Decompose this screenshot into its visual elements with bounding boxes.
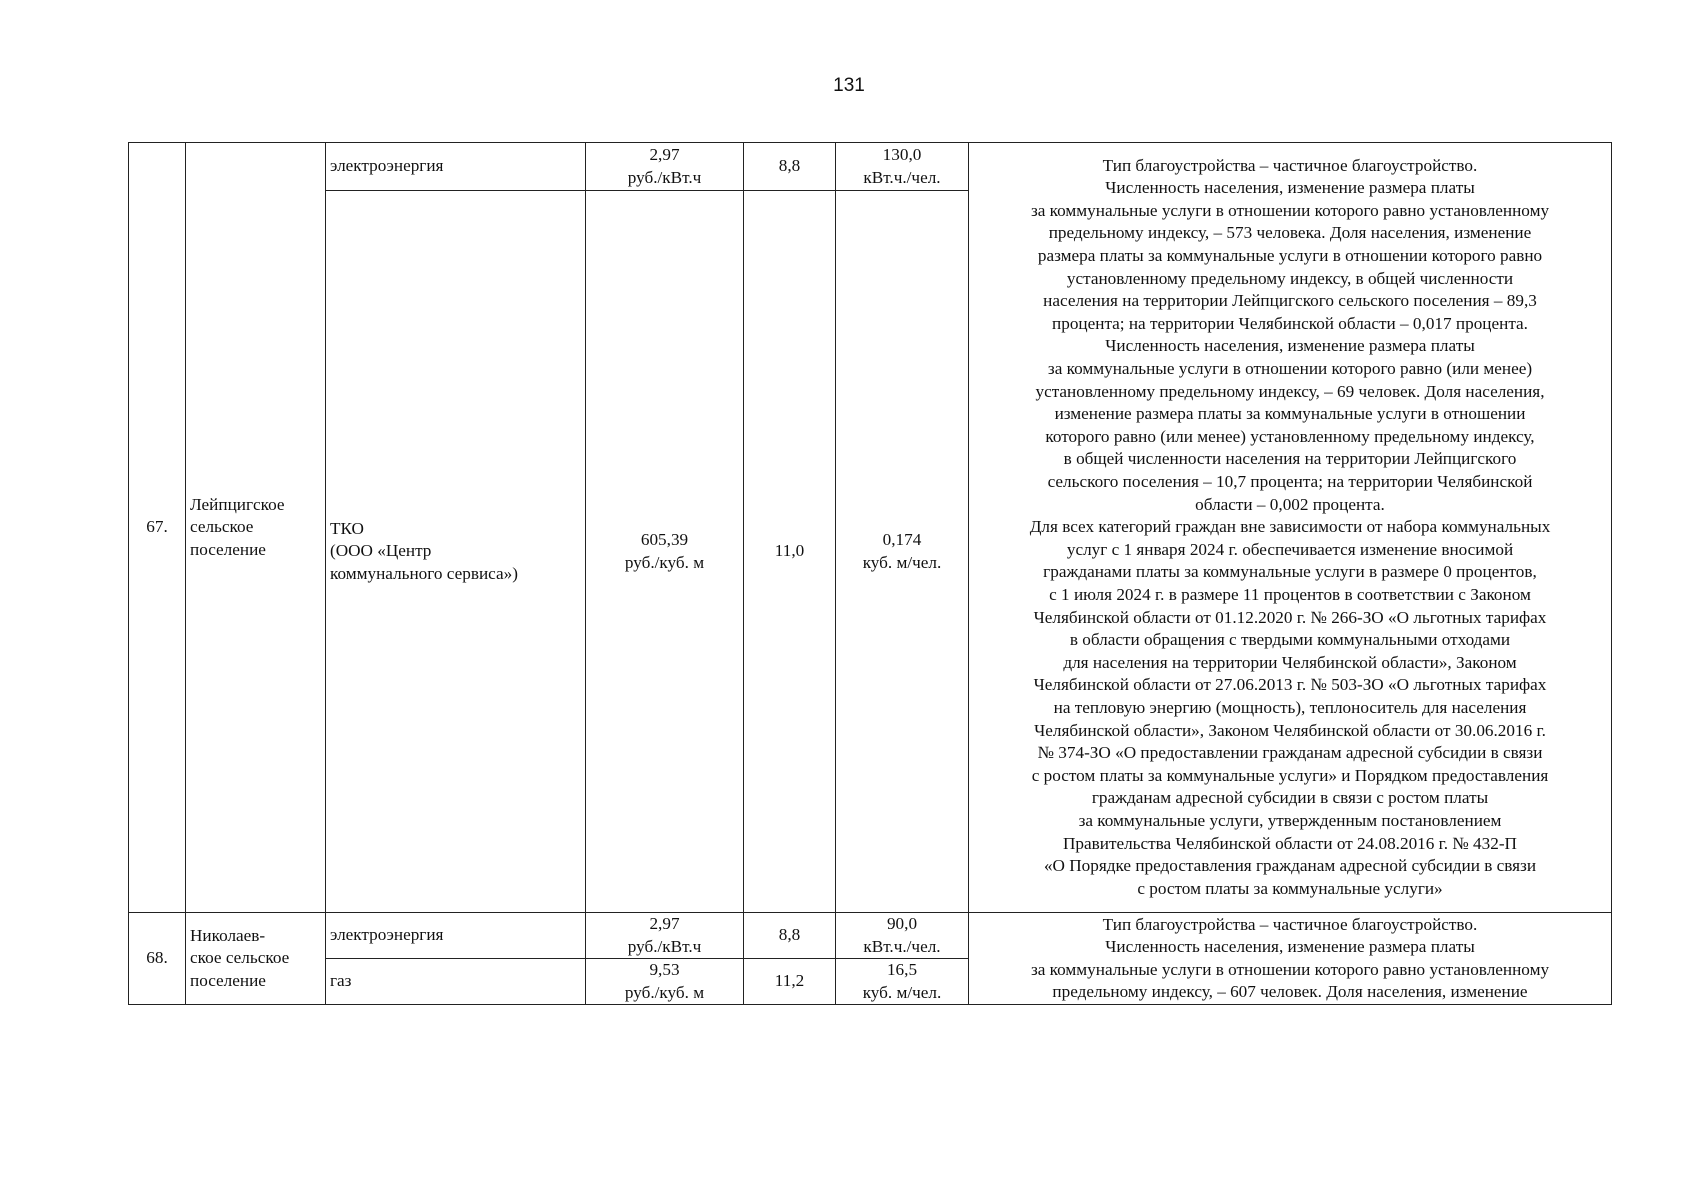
note-line: с 1 июля 2024 г. в размере 11 процентов в соответствии с Законом — [1049, 584, 1531, 604]
note-line: Челябинской области от 01.12.2020 г. № 266-ЗО «О льготных тарифах — [1033, 607, 1547, 627]
tariff-table — [128, 142, 1612, 1005]
note-line: в общей численности населения на территории Лейпцигского — [1063, 449, 1517, 469]
note-line: установленному предельному индексу, – 69 человек. Доля населения, — [1035, 381, 1545, 401]
note-line: Челябинской области», Законом Челябинской области от 30.06.2016 г. — [1034, 720, 1546, 740]
index-value: 8,8 — [744, 143, 836, 191]
note-line: гражданами платы за коммунальные услуги в размере 0 процентов, — [1043, 562, 1537, 582]
tariff-value: 9,53 руб./куб. м — [586, 959, 744, 1005]
note-line: № 374-ЗО «О предоставлении гражданам адресной субсидии в связи — [1037, 743, 1543, 763]
note-line: Тип благоустройства – частичное благоустройство. — [1102, 914, 1478, 934]
page-number: 131 — [833, 75, 865, 96]
table-row — [129, 913, 1612, 959]
note-line: за коммунальные услуги в отношении которого равно (или менее) — [1047, 359, 1533, 379]
note-line: Численность населения, изменение размера платы — [1105, 336, 1475, 356]
note-line: Для всех категорий граждан вне зависимости от набора коммунальных — [1029, 517, 1551, 537]
note-line: области – 0,002 процента. — [1195, 494, 1385, 514]
table-row — [129, 143, 1612, 191]
norm-value: 16,5 куб. м/чел. — [836, 959, 969, 1005]
note-line: в области обращения с твердыми коммунальными отходами — [1069, 630, 1511, 650]
norm-value: 130,0 кВт.ч./чел. — [836, 143, 969, 191]
note-line: Численность населения, изменение размера платы — [1105, 937, 1475, 957]
note-line: «О Порядке предоставления гражданам адресной субсидии в связи — [1043, 856, 1537, 876]
note-line: процента; на территории Челябинской области – 0,017 процента. — [1052, 313, 1528, 333]
note-line: сельского поселения – 10,7 процента; на территории Челябинской — [1047, 472, 1533, 492]
note-line: населения на территории Лейпцигского сельского поселения – 89,3 — [1043, 291, 1537, 311]
note-line: размера платы за коммунальные услуги в отношении которого равно — [1037, 246, 1543, 266]
note-line: с ростом платы за коммунальные услуги» и Порядком предоставления — [1031, 765, 1549, 785]
service-name: ТКО (ООО «Центр коммунального сервиса») — [326, 191, 586, 913]
note-line: услуг с 1 января 2024 г. обеспечивается изменение вносимой — [1066, 539, 1514, 559]
tariff-value: 605,39 руб./куб. м — [586, 191, 744, 913]
note-line: Численность населения, изменение размера платы — [1105, 178, 1475, 198]
tariff-value: 2,97 руб./кВт.ч — [586, 143, 744, 191]
note-line: Правительства Челябинской области от 24.08.2016 г. № 432-П — [1063, 833, 1517, 853]
note-line: Тип благоустройства – частичное благоустройство. — [1102, 155, 1478, 175]
note-line: за коммунальные услуги в отношении которого равно установленному — [1030, 200, 1550, 220]
note-line: предельному индексу, – 607 человек. Доля населения, изменение — [1052, 982, 1528, 1002]
note-line: с ростом платы за коммунальные услуги» — [1137, 878, 1443, 898]
note-line: для населения на территории Челябинской области», Законом — [1063, 652, 1517, 672]
service-name: газ — [326, 959, 586, 1005]
municipality-name: Николаев- ское сельское поселение — [186, 913, 326, 1005]
note-line: предельному индексу, – 573 человека. Доля населения, изменение — [1048, 223, 1532, 243]
note-line: которого равно (или менее) установленному предельному индексу, — [1045, 426, 1535, 446]
note-line: Челябинской области от 27.06.2013 г. № 503-ЗО «О льготных тарифах — [1033, 675, 1547, 695]
note-line: за коммунальные услуги, утвержденным постановлением — [1078, 810, 1502, 830]
service-name: электроэнергия — [326, 913, 586, 959]
tariff-value: 2,97 руб./кВт.ч — [586, 913, 744, 959]
municipality-name: Лейпцигское сельское поселение — [186, 143, 326, 913]
index-value: 11,2 — [744, 959, 836, 1005]
index-value: 8,8 — [744, 913, 836, 959]
note-cell — [969, 143, 1612, 913]
row-number: 68. — [129, 913, 186, 1005]
service-name: электроэнергия — [326, 143, 586, 191]
note-line: установленному предельному индексу, в общей численности — [1066, 268, 1514, 288]
row-number: 67. — [129, 143, 186, 913]
index-value: 11,0 — [744, 191, 836, 913]
norm-value: 90,0 кВт.ч./чел. — [836, 913, 969, 959]
note-line: за коммунальные услуги в отношении которого равно установленному — [1030, 959, 1550, 979]
note-line: изменение размера платы за коммунальные услуги в отношении — [1054, 404, 1526, 424]
norm-value: 0,174 куб. м/чел. — [836, 191, 969, 913]
note-line: гражданам адресной субсидии в связи с ростом платы — [1091, 788, 1489, 808]
note-cell — [969, 913, 1612, 1005]
note-line: на тепловую энергию (мощность), теплоноситель для населения — [1053, 697, 1527, 717]
